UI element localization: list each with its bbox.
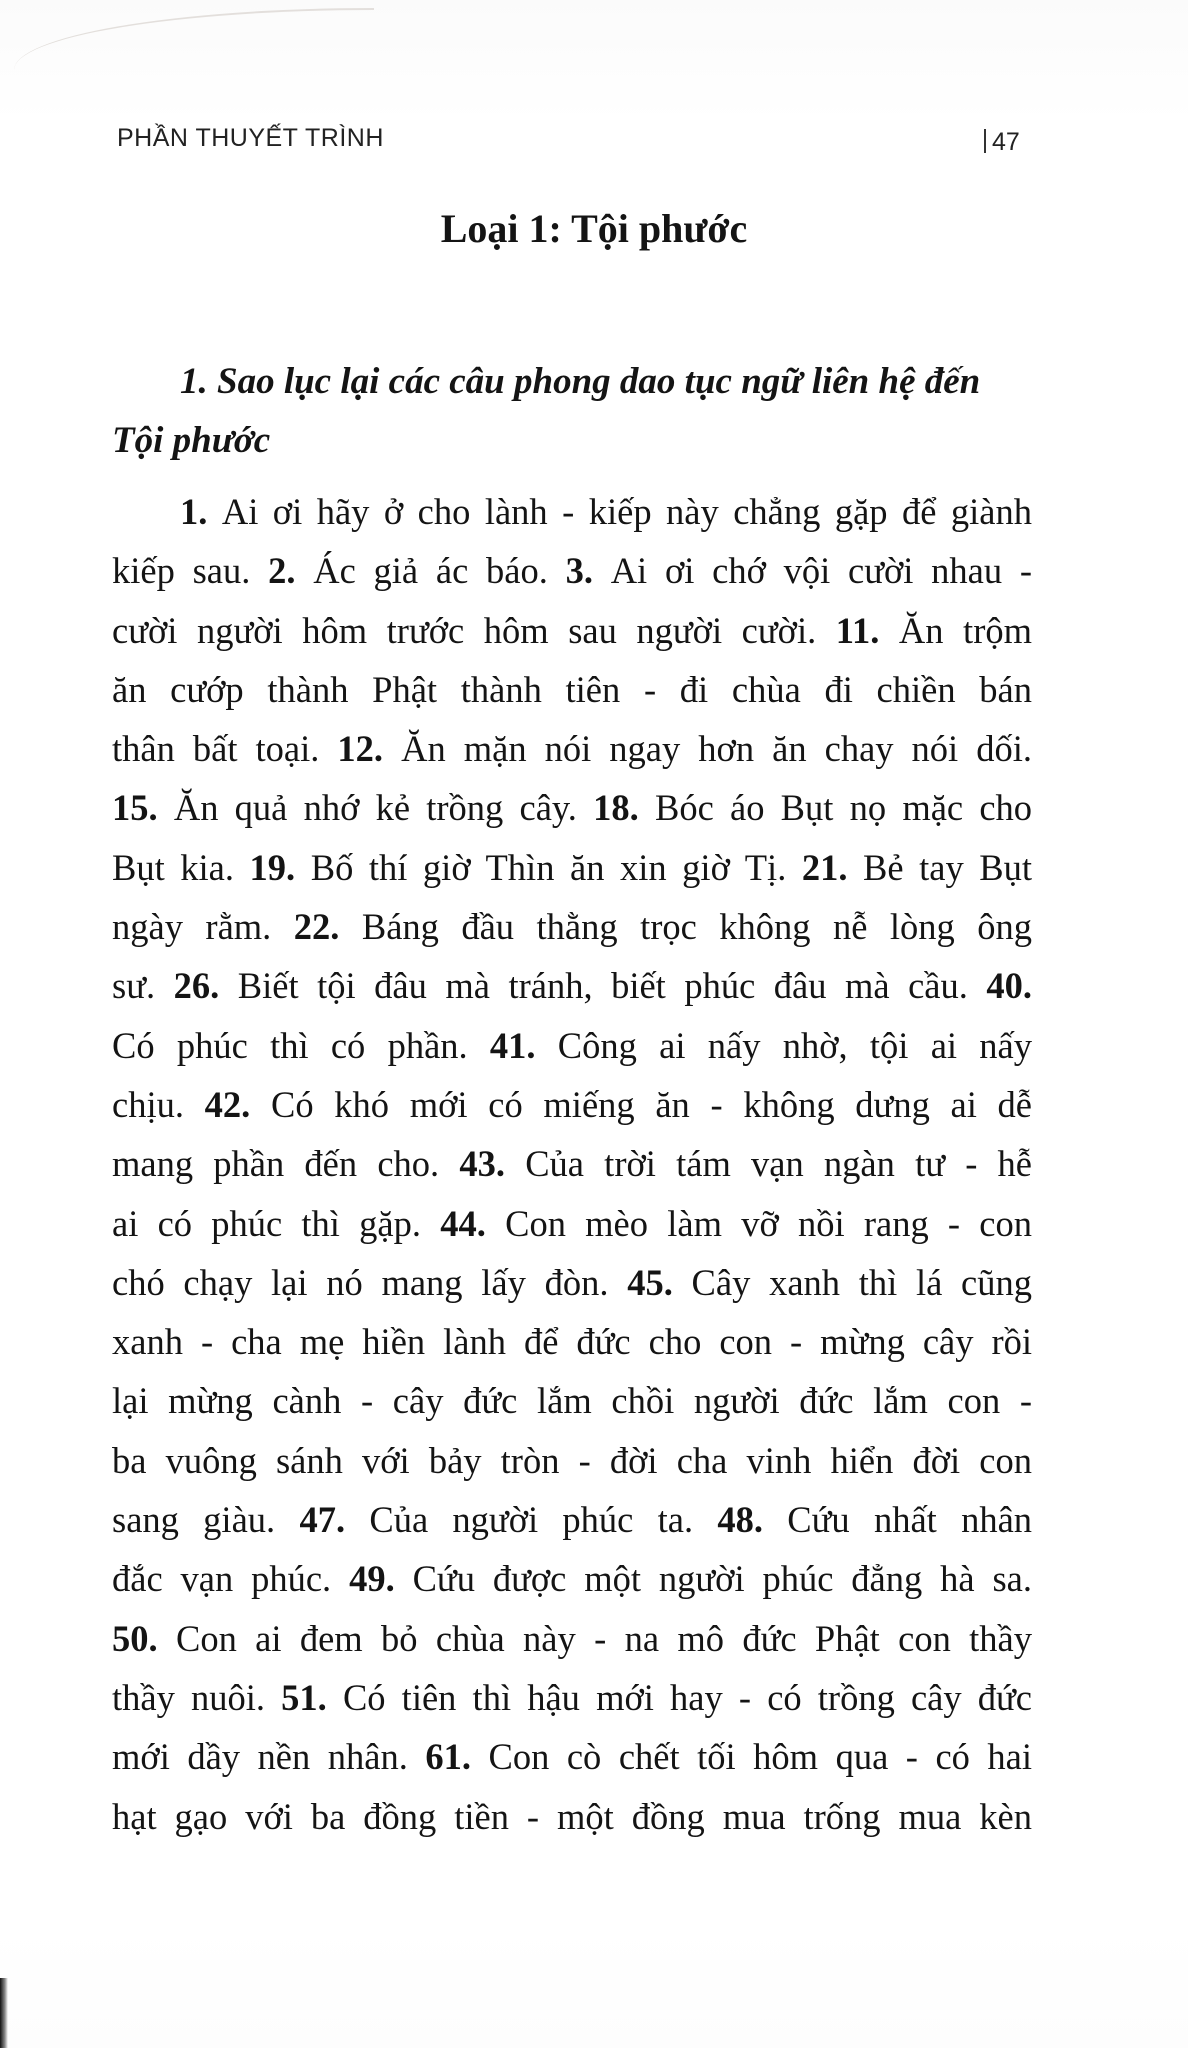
proverb-text: Báng đầu thằng trọc không nễ lòng ông [361,906,1032,948]
proverb-text: Ăn quả nhớ kẻ trồng cây. [173,787,594,829]
body-line [112,1134,1032,1193]
proverb-number: 47. [299,1499,370,1541]
running-header: PHẦN THUYẾT TRÌNH [117,124,384,152]
proverb-number: 15. [112,787,174,829]
proverb-text: lại mừng cành - cây đức lắm chồi người đức lắm con - [112,1380,1032,1422]
proverb-number: 12. [337,728,402,770]
proverb-text: Cứu nhất nhân [787,1499,1033,1541]
page-curl-edge [14,8,374,70]
proverb-text: thân bất toại. [112,728,338,770]
proverb-text: Có khó mới có miếng ăn - không dưng ai dễ [271,1083,1033,1125]
proverb-number: 21. [801,846,864,888]
proverb-text: Công ai nấy nhờ, tội ai nấy [557,1024,1032,1066]
body-line [112,1075,1032,1134]
proverb-text: Ai ơi hãy ở cho lành - kiếp này chẳng gặp để giành [221,491,1033,532]
proverb-number: 40. [986,965,1032,1007]
proverb-number: 50. [112,1617,176,1659]
proverb-text: ba vuông sánh với bảy tròn - đời cha vinh hiển đời con [112,1439,1032,1481]
proverb-text: mang phần đến cho. [112,1143,460,1185]
proverb-number: 51. [281,1676,343,1718]
body-line [112,1194,1032,1253]
body-line [112,660,1032,719]
proverb-number: 48. [717,1499,788,1541]
proverb-number: 18. [593,787,655,829]
proverb-text: Bẻ tay Bụt [863,846,1032,888]
page-number [984,128,1020,157]
proverb-text: Của người phúc ta. [369,1499,718,1541]
proverb-number: 2. [268,550,314,592]
body-paragraph [112,482,1032,1846]
proverb-number: 42. [204,1083,271,1125]
body-line [112,897,1032,956]
proverb-text: Biết tội đâu mà tránh, biết phúc đâu mà cầu. [237,965,987,1007]
body-line [112,1016,1032,1075]
proverb-text: Con mèo làm vỡ nồi rang - con [505,1202,1032,1244]
proverb-text: Có tiên thì hậu mới hay - có trồng cây đức [342,1676,1033,1718]
proverb-text: Ác giả ác báo. [313,550,566,592]
body-line [112,1787,1032,1846]
proverb-text: ăn cướp thành Phật thành tiên - đi chùa đi chiền bán [112,668,1032,710]
body-line [112,1549,1032,1608]
page-number-value: 47 [992,128,1020,156]
proverb-number: 19. [249,846,311,888]
proverb-text: Ăn mặn nói ngay hơn ăn chay nói dối. [401,728,1033,770]
proverb-text: Có phúc thì có phần. [112,1024,490,1066]
section-heading [112,352,1032,470]
proverb-number: 49. [349,1558,413,1600]
proverb-text: Ai ơi chớ vội cười nhau - [610,550,1033,592]
proverb-number: 45. [627,1261,692,1303]
proverb-text: kiếp sau. [112,550,269,592]
proverb-text: xanh - cha mẹ hiền lành để đức cho con - mừng cây rồi [112,1321,1032,1363]
proverb-text: cười người hôm trước hôm sau người cười. [112,609,836,651]
body-line [112,1668,1032,1727]
proverb-text: Bụt kia. [112,846,250,888]
proverb-text: ngày rằm. [112,906,294,948]
body-line [112,601,1032,660]
section-heading-line: Tội phước [112,420,271,461]
proverb-text: mới dầy nền nhân. [112,1736,426,1778]
proverb-text: Cứu được một người phúc đẳng hà sa. [412,1558,1032,1600]
proverb-text: thầy nuôi. [112,1676,282,1718]
body-line [112,719,1032,778]
proverb-text: đắc vạn phúc. [112,1558,350,1600]
proverb-number: 11. [835,609,899,651]
body-line [112,1371,1032,1430]
proverb-text: chịu. [112,1083,205,1125]
proverb-text: hạt gạo với ba đồng tiền - một đồng mua trống mua kèn [112,1795,1032,1837]
body-line [112,1727,1032,1786]
body-line [112,838,1032,897]
proverb-text: sư. [112,965,174,1007]
proverb-text: Ăn trộm [898,609,1032,651]
body-line [112,956,1032,1015]
body-line [112,541,1032,600]
body-line [112,1431,1032,1490]
section-heading-line: 1. Sao lục lại các câu phong dao tục ngữ liên hệ đến [180,361,981,402]
body-line [112,1253,1032,1312]
proverb-text: Con ai đem bỏ chùa này - na mô đức Phật con thầy [175,1617,1033,1659]
chapter-title: Loại 1: Tội phước [440,206,748,251]
proverb-text: ai có phúc thì gặp. [112,1202,441,1244]
proverb-number: 1. [180,491,222,532]
proverb-number: 22. [293,906,362,948]
proverb-number: 3. [565,550,611,592]
body-line [112,1490,1032,1549]
page-number-rule [984,129,986,153]
proverb-text: Bóc áo Bụt nọ mặc cho [654,787,1033,829]
body-line [112,1609,1032,1668]
proverb-text: sang giàu. [112,1499,300,1541]
body-line [112,1312,1032,1371]
body-line [112,482,1032,541]
proverb-number: 41. [489,1024,558,1066]
proverb-text: Của trời tám vạn ngàn tư - hễ [525,1143,1033,1185]
proverb-text: chó chạy lại nó mang lấy đòn. [112,1261,628,1303]
proverb-text: Con cò chết tối hôm qua - có hai [488,1736,1032,1778]
body-line [112,778,1032,837]
proverb-number: 43. [459,1143,526,1185]
proverb-text: Cây xanh thì lá cũng [691,1261,1032,1303]
page-edge-shadow [0,1978,8,2048]
proverb-number: 44. [440,1202,506,1244]
proverb-text: Bố thí giờ Thìn ăn xin giờ Tị. [310,846,802,888]
proverb-number: 61. [425,1736,489,1778]
proverb-number: 26. [173,965,238,1007]
